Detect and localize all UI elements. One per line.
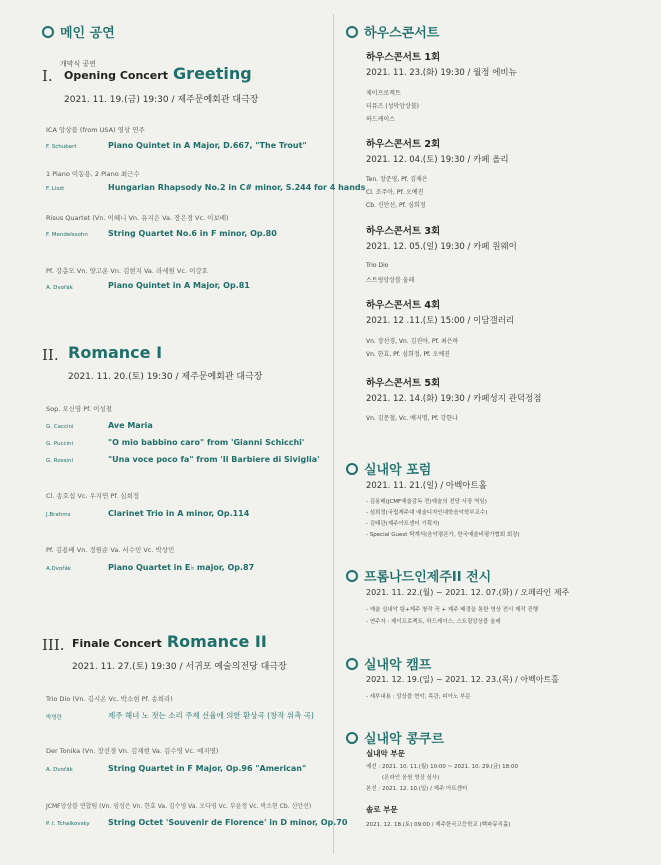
circle-bullet-icon xyxy=(346,26,358,38)
circle-bullet-icon xyxy=(346,463,358,475)
contest-line: 2021. 12. 18.(토) 09:00 / 제주한국고등학교 (백파뮤직홀) xyxy=(366,822,511,828)
concert-title: Opening Concert Greeting xyxy=(64,64,252,83)
promenade-line: - 예술 실내악 팀+제주 창작 곡 + 제주 배경을 통한 영상 전시 제작 진행 xyxy=(366,607,539,613)
composer: A.Dvořák xyxy=(46,566,72,572)
column-divider xyxy=(333,14,334,854)
piece-title: String Quartet in F Major, Op.96 "American" xyxy=(108,764,307,773)
contest-header: 실내악 콩쿠르 xyxy=(346,728,444,747)
forum-line: - 김용배(JCMF예술감독 전)예술의 전당 사장 역임) xyxy=(366,499,487,505)
performer: 하드케이스 xyxy=(366,116,395,123)
composer: F. Schubert xyxy=(46,144,77,150)
house-concert-title: 하우스콘서트 3회 xyxy=(366,226,441,237)
camp-header: 실내악 캠프 xyxy=(346,654,431,673)
performer: 더뮤즈 (성악앙상블) xyxy=(366,103,419,110)
performer: Cl. 조주아, Pf. 오예진 xyxy=(366,189,424,196)
house-concert-date: 2021. 11. 23.(화) 19:30 / 월정 에비뉴 xyxy=(366,68,517,78)
contest-line: (온라인 음원 영상 심사) xyxy=(382,775,440,781)
performers: Trio Dio (Vn. 김시온 Vc. 박소현 Pf. 송희라) xyxy=(46,695,173,703)
forum-header: 실내악 포럼 xyxy=(346,459,431,478)
piece-title: String Quartet No.6 in F minor, Op.80 xyxy=(108,229,277,238)
house-concert-title: 하우스콘서트 2회 xyxy=(366,139,441,150)
contest-line: 예선 : 2021. 10. 11.(월) 10:00 ~ 2021. 10. 29.(금) 18:00 xyxy=(366,764,518,770)
house-concert-title: 하우스콘서트 4회 xyxy=(366,300,441,311)
concert-numeral: III. xyxy=(42,636,65,654)
promenade-header: 프롬나드인제주II 전시 xyxy=(346,566,491,585)
concert-title: Romance I xyxy=(68,343,163,362)
circle-bullet-icon xyxy=(346,570,358,582)
composer: G. Caccini xyxy=(46,424,74,430)
performer: Trio Dio xyxy=(366,262,389,269)
promenade-line: - 연주자 : 제이프로젝트, 하드케이스, 스트링앙상블 울레 xyxy=(366,619,501,625)
composer: 박영란 xyxy=(46,715,62,721)
concert-date: 2021. 11. 27.(토) 19:30 / 서귀포 예술의전당 대극장 xyxy=(72,662,287,672)
concert-numeral: II. xyxy=(42,346,59,364)
piece-title: Ave Maria xyxy=(108,421,153,430)
contest-line: 본선 : 2021. 12. 10.(일) / 제주 아트센터 xyxy=(366,786,468,792)
concert-date: 2021. 11. 19.(금) 19:30 / 제주문예회관 대극장 xyxy=(64,95,259,105)
concert-subtitle: 개막식 공연 xyxy=(60,60,97,68)
contest-category: 실내악 부문 xyxy=(366,749,405,758)
house-concert-title: 하우스콘서트 1회 xyxy=(366,52,441,63)
forum-line: - Special Guest 탁계석(음악평론가, 한국예술비평가협회 회장) xyxy=(366,532,520,538)
camp-line: - 세부내용 : 앙상블 현악, 목관, 피아노 부문 xyxy=(366,694,471,700)
concert-date: 2021. 11. 20.(토) 19:30 / 제주문예회관 대극장 xyxy=(68,372,263,382)
performer: Cb. 신안선, Pf. 심희정 xyxy=(366,202,426,209)
composer: P. I. Tchaikovsky xyxy=(46,821,90,827)
performers: 1 Piano 이동용, 2 Piano 최근수 xyxy=(46,170,140,178)
performers: ICA 앙상블 (from USA) 영상 연주 xyxy=(46,126,145,134)
performer: Vn. 장선경, Vn. 김진아, Pf. 최은하 xyxy=(366,338,459,345)
forum-date: 2021. 11. 21.(일) / 아벡아트홀 xyxy=(366,481,487,491)
piece-title: "Una voce poco fa" from 'Il Barbiere di Siviglia' xyxy=(108,455,320,464)
concert-numeral: I. xyxy=(42,67,53,85)
performers: JCMF앙상블 연합팀 (Vn. 임성은 Vn. 한효 Va. 김수영 Va. 오다영 Vc. 부윤정 Vc. 박소현 Cb. 신안선) xyxy=(46,803,312,810)
performers: Risus Quartet (Vn. 이혜니 Vn. 유지은 Va. 장은경 Vc. 이보배) xyxy=(46,214,229,222)
forum-line: - 심희정(국립제주대 예술디자인대학음악학부교수) xyxy=(366,510,488,516)
forum-line: - 김태관(제주아트센터 기획자) xyxy=(366,521,440,527)
composer: F. Mendelssohn xyxy=(46,232,88,238)
performers: Pf. 김용배 Vn. 정원순 Va. 서수민 Vc. 박상민 xyxy=(46,546,175,554)
performer: 스트링앙상블 울레 xyxy=(366,277,415,284)
piece-title: 제주 해녀 노 젓는 소리 주제 선율에 의한 환상곡 (창작 위촉 곡) xyxy=(108,711,314,720)
house-concert-date: 2021. 12. 05.(일) 19:30 / 카페 원웨이 xyxy=(366,242,517,252)
composer: J.Brahms xyxy=(46,512,71,518)
concert-title: Finale Concert Romance II xyxy=(72,632,267,651)
performer: Ten. 장준영, Pf. 김채은 xyxy=(366,176,428,183)
piece-title: Piano Quintet in A Major, D.667, "The Trout" xyxy=(108,141,307,150)
circle-bullet-icon xyxy=(42,26,54,38)
main-performance-header xyxy=(42,22,115,41)
composer: G. Rossini xyxy=(46,458,73,464)
promenade-date: 2021. 11. 22.(월) ~ 2021. 12. 07.(화) / 오페라인 제주 xyxy=(366,588,570,597)
piece-title: Clarinet Trio in A minor, Op.114 xyxy=(108,509,250,518)
piece-title: Hungarian Rhapsody No.2 in C# minor, S.244 for 4 hands xyxy=(108,183,366,192)
performers: Sop. 오신영 Pf. 이성철 xyxy=(46,405,112,413)
performer: 제이프로젝트 xyxy=(366,90,401,97)
house-concert-header: 하우스콘서트 xyxy=(346,22,439,41)
composer: A. Dvořák xyxy=(46,285,73,291)
house-concert-date: 2021. 12 .11.(토) 15:00 / 이담갤러리 xyxy=(366,316,515,326)
camp-date: 2021. 12. 19.(일) ~ 2021. 12. 23.(목) / 아벡아트홀 xyxy=(366,675,560,684)
house-concert-date: 2021. 12. 14.(화) 19:30 / 카페성지 관덕정점 xyxy=(366,394,542,404)
composer: F. Liszt xyxy=(46,186,65,192)
contest-category: 솔로 부문 xyxy=(366,805,398,814)
piece-title: String Octet 'Souvenir de Florence' in D minor, Op.70 xyxy=(108,818,348,827)
composer: G. Puccini xyxy=(46,441,74,447)
performer: Vn. 김문철, Vc. 예지명, Pf. 강한나 xyxy=(366,415,458,422)
performers: Der Tonika (Vn. 장선경 Vn. 김재현 Va. 김수영 Vc. 예지명) xyxy=(46,747,219,755)
piece-title: Piano Quartet in E♭ major, Op.87 xyxy=(108,563,255,572)
circle-bullet-icon xyxy=(346,658,358,670)
piece-title: Piano Quintet in A Major, Op.81 xyxy=(108,281,250,290)
house-concert-title: 하우스콘서트 5회 xyxy=(366,378,441,389)
composer: A. Dvořák xyxy=(46,767,73,773)
section-title: 메인 공연 xyxy=(60,26,115,41)
circle-bullet-icon xyxy=(346,732,358,744)
performer: Vn. 한효, Pf. 심희정, Pf. 오예진 xyxy=(366,351,450,358)
house-concert-date: 2021. 12. 04.(토) 19:30 / 카페 올리 xyxy=(366,155,509,165)
performers: Pf. 강총모 Vn. 양고운 Vn. 김현지 Va. 라세원 Vc. 이강호 xyxy=(46,267,208,275)
piece-title: "O mio babbino caro" from 'Gianni Schicchi' xyxy=(108,438,305,447)
performers: Cl. 송호섭 Vc. 우지연 Pf. 심희정 xyxy=(46,492,140,500)
